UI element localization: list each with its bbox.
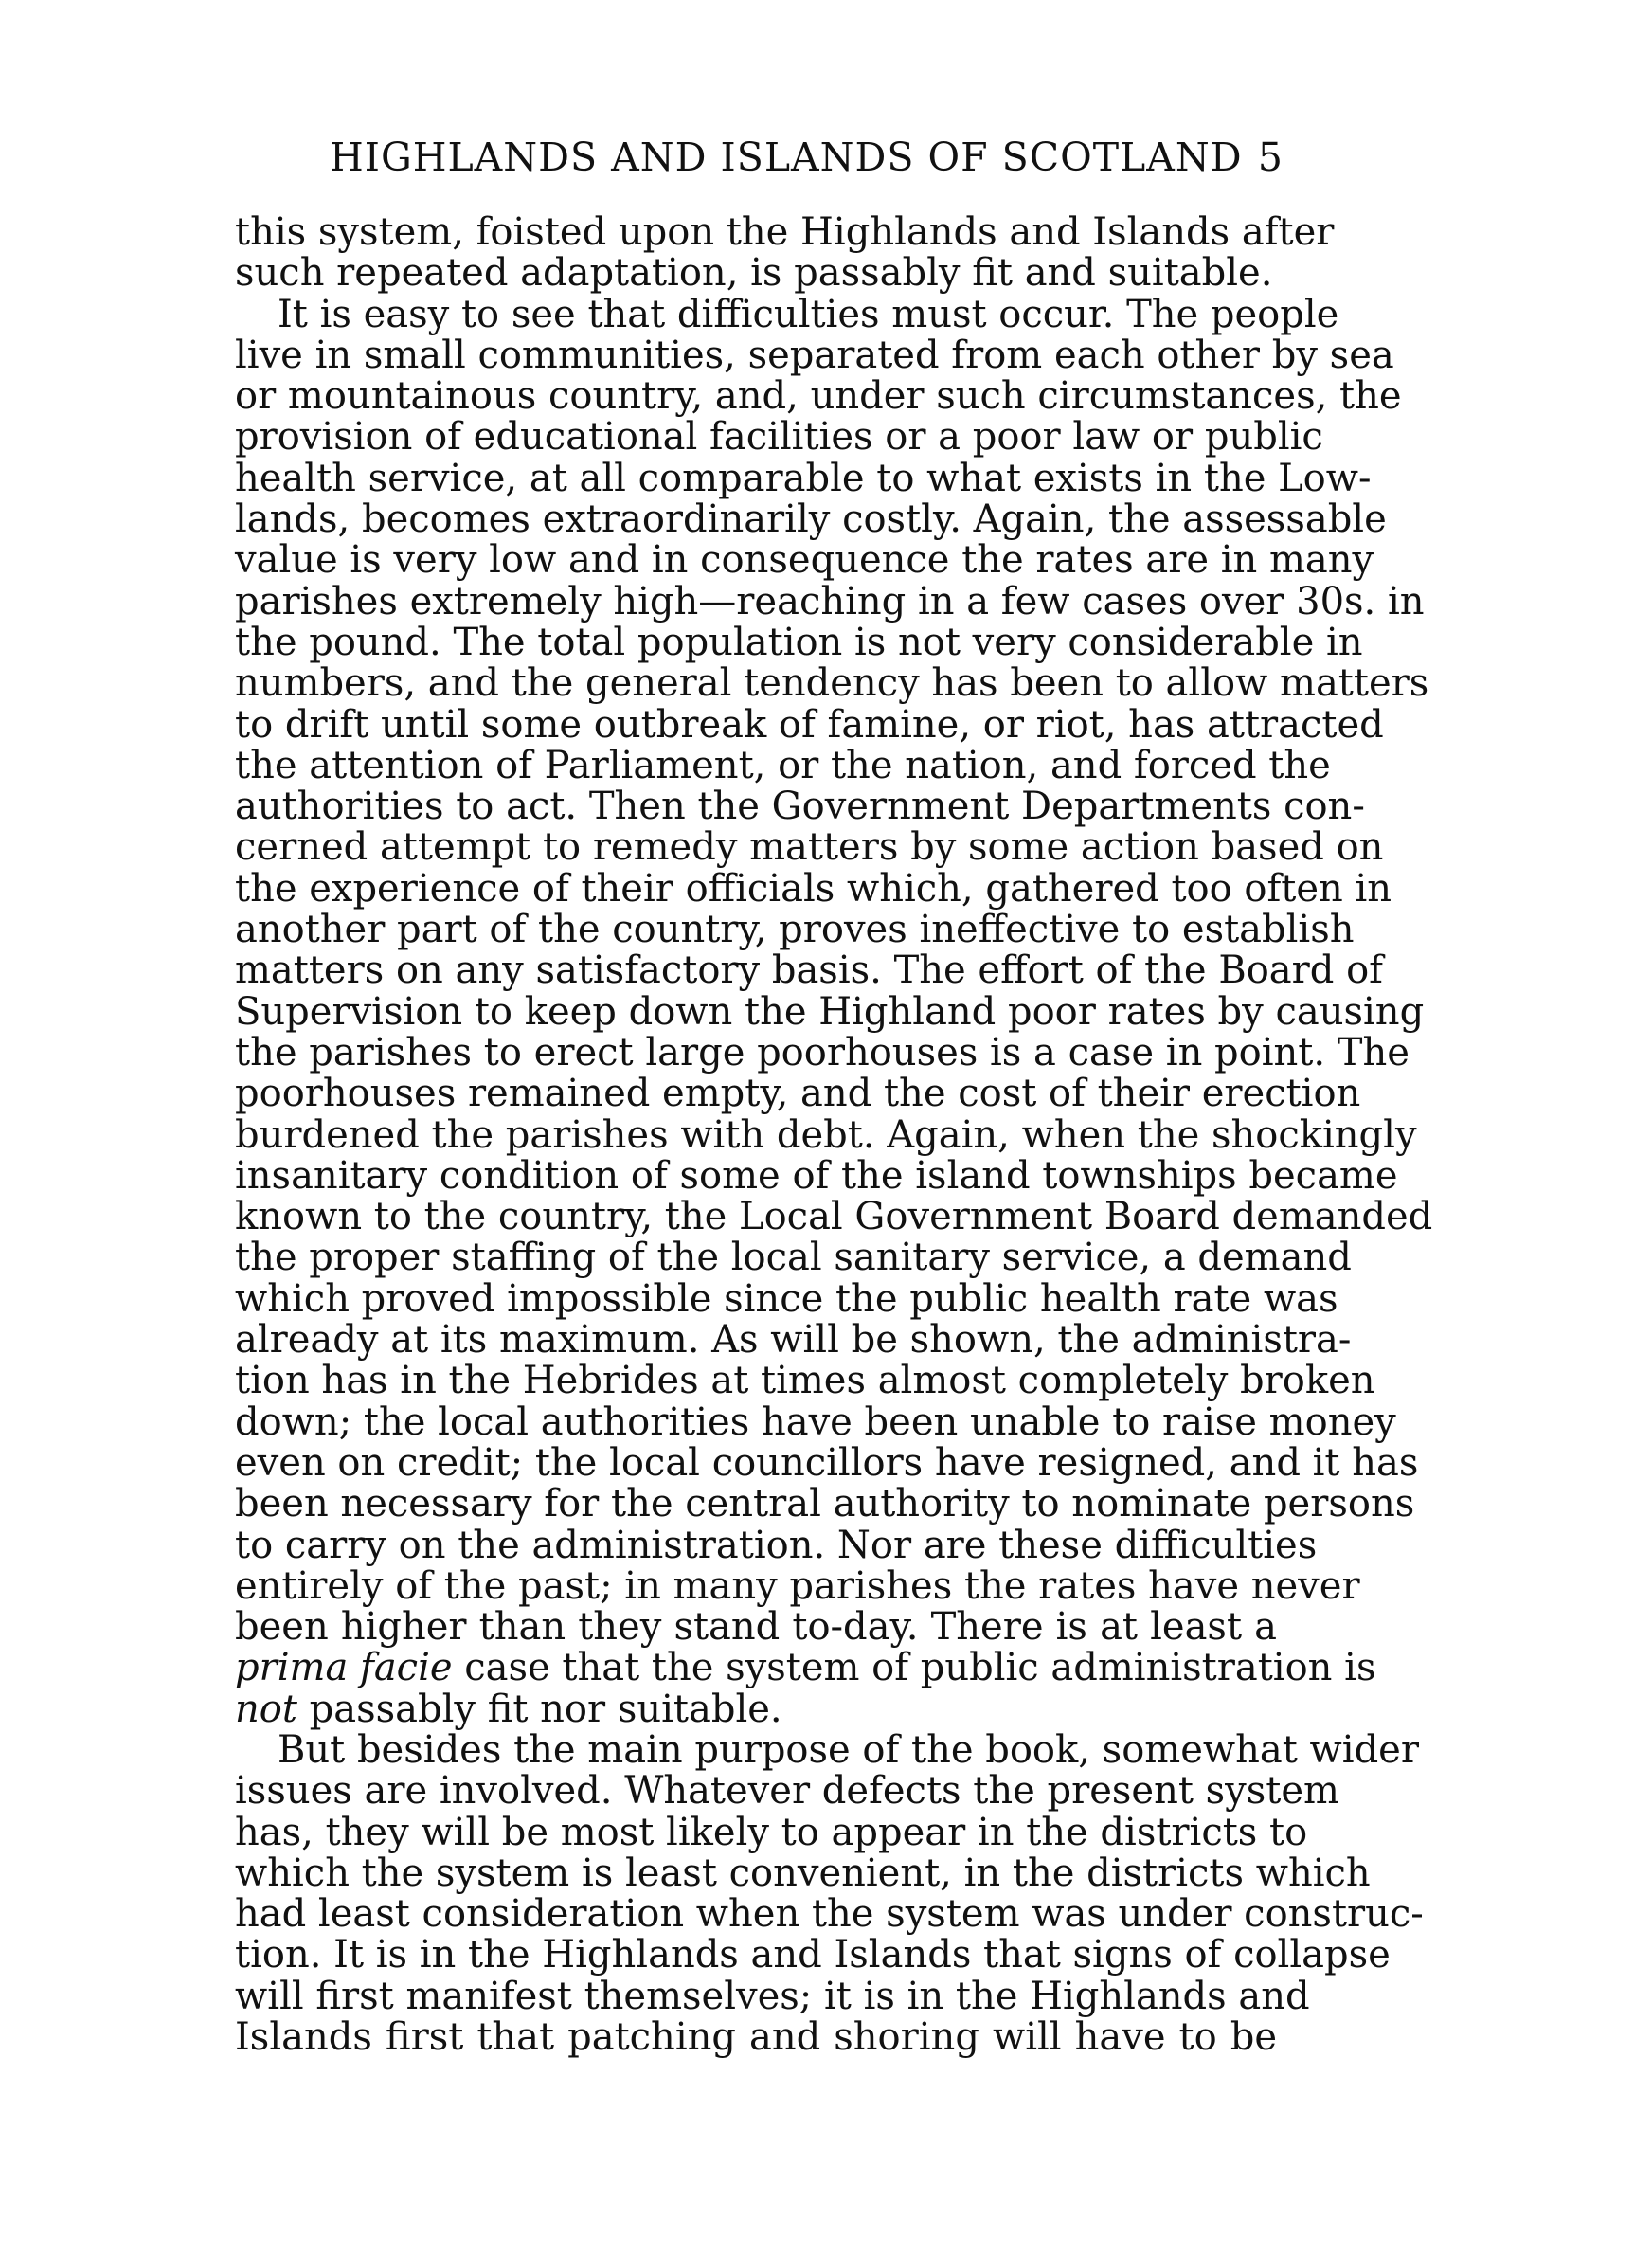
text-line: down; the local authorities have been unable to raise money <box>235 1399 1396 1444</box>
text-line: to carry on the administration. Nor are these difficulties <box>235 1523 1318 1567</box>
text-line: already at its maximum. As will be shown, the administra- <box>235 1318 1352 1363</box>
text-line: which the system is least convenient, in the districts which <box>235 1851 1371 1895</box>
text-line: had least consideration when the system was under construc- <box>235 1892 1424 1937</box>
text-line: the experience of their officials which, gathered too often in <box>235 866 1392 911</box>
text-line: will first manifest themselves; it is in the Highlands and <box>235 1974 1310 2018</box>
text-line: cerned attempt to remedy matters by some action based on <box>235 825 1384 870</box>
text-line: authorities to act. Then the Government Departments con- <box>235 785 1365 829</box>
text-line: numbers, and the general tendency has been to allow matters <box>235 661 1429 706</box>
text-line: such repeated adaptation, is passably fit and suitable. <box>235 251 1273 296</box>
text-line: been higher than they stand to-day. There is at least a <box>235 1605 1277 1650</box>
text-line-with-italic <box>235 1689 1277 1730</box>
text-line: value is very low and in consequence the rates are in many <box>235 538 1374 583</box>
text-line: another part of the country, proves ineffective to establish <box>235 908 1355 952</box>
text-line: has, they will be most likely to appear in the districts to <box>235 1810 1308 1854</box>
text-line: lands, becomes extraordinarily costly. Again, the assessable <box>235 497 1387 542</box>
text-line: poorhouses remained empty, and the cost of their erection <box>235 1072 1361 1116</box>
running-head <box>284 135 1298 184</box>
text-line-with-italic <box>235 1646 1376 1690</box>
text-line: even on credit; the local councillors have resigned, and it has <box>235 1440 1419 1485</box>
text-line: the attention of Parliament, or the nation, and forced the <box>235 743 1331 787</box>
text-line: insanitary condition of some of the island townships became <box>235 1153 1398 1198</box>
text-line: entirely of the past; in many parishes the rates have never <box>235 1563 1360 1608</box>
paragraph-start-line: But besides the main purpose of the book, somewhat wider <box>278 1727 1419 1772</box>
text-line: tion. It is in the Highlands and Islands that signs of collapse <box>235 1933 1391 1977</box>
text-line: Supervision to keep down the Highland poor rates by causing <box>235 989 1425 1034</box>
paragraph-start-line: It is easy to see that difficulties must occur. The people <box>278 292 1339 336</box>
text-line: matters on any satisfactory basis. The effort of the Board of <box>235 948 1383 993</box>
text-line: parishes extremely high—reaching in a few cases over 30s. in <box>235 579 1425 623</box>
text-line: tion has in the Hebrides at times almost completely broken <box>235 1359 1375 1403</box>
text-line: which proved impossible since the public health rate was <box>235 1276 1338 1321</box>
text-line: health service, at all comparable to what exists in the Low- <box>235 456 1372 500</box>
text-line: or mountainous country, and, under such circumstances, the <box>235 374 1402 419</box>
text-line: the pound. The total population is not very considerable in <box>235 620 1363 664</box>
italic-phrase: prima facie <box>235 1646 453 1690</box>
text-line: provision of educational facilities or a poor law or public <box>235 415 1323 460</box>
text-line: burdened the parishes with debt. Again, when the shockingly <box>235 1112 1417 1157</box>
line-text: passably fit nor suitable. <box>296 1687 782 1731</box>
text-line: issues are involved. Whatever defects the present system <box>235 1769 1339 1814</box>
body-text <box>235 210 1433 2060</box>
italic-word: not <box>235 1687 297 1731</box>
text-line: the proper staffing of the local sanitary service, a demand <box>235 1236 1352 1280</box>
text-line: live in small communities, separated from each other by sea <box>235 333 1394 377</box>
running-title: HIGHLANDS AND ISLANDS OF SCOTLAND <box>330 135 1243 180</box>
text-line: known to the country, the Local Government Board demanded <box>235 1195 1433 1239</box>
text-line: the parishes to erect large poorhouses is a case in point. The <box>235 1030 1410 1074</box>
text-line: Islands first that patching and shoring will have to be <box>235 2015 1277 2060</box>
text-line: been necessary for the central authority to nominate persons <box>235 1482 1415 1526</box>
page-number: 5 <box>1257 135 1284 180</box>
text-line: this system, foisted upon the Highlands and Islands after <box>235 210 1335 254</box>
text-line: to drift until some outbreak of famine, or riot, has attracted <box>235 702 1384 747</box>
line-text: case that the system of public administration is <box>452 1646 1376 1690</box>
